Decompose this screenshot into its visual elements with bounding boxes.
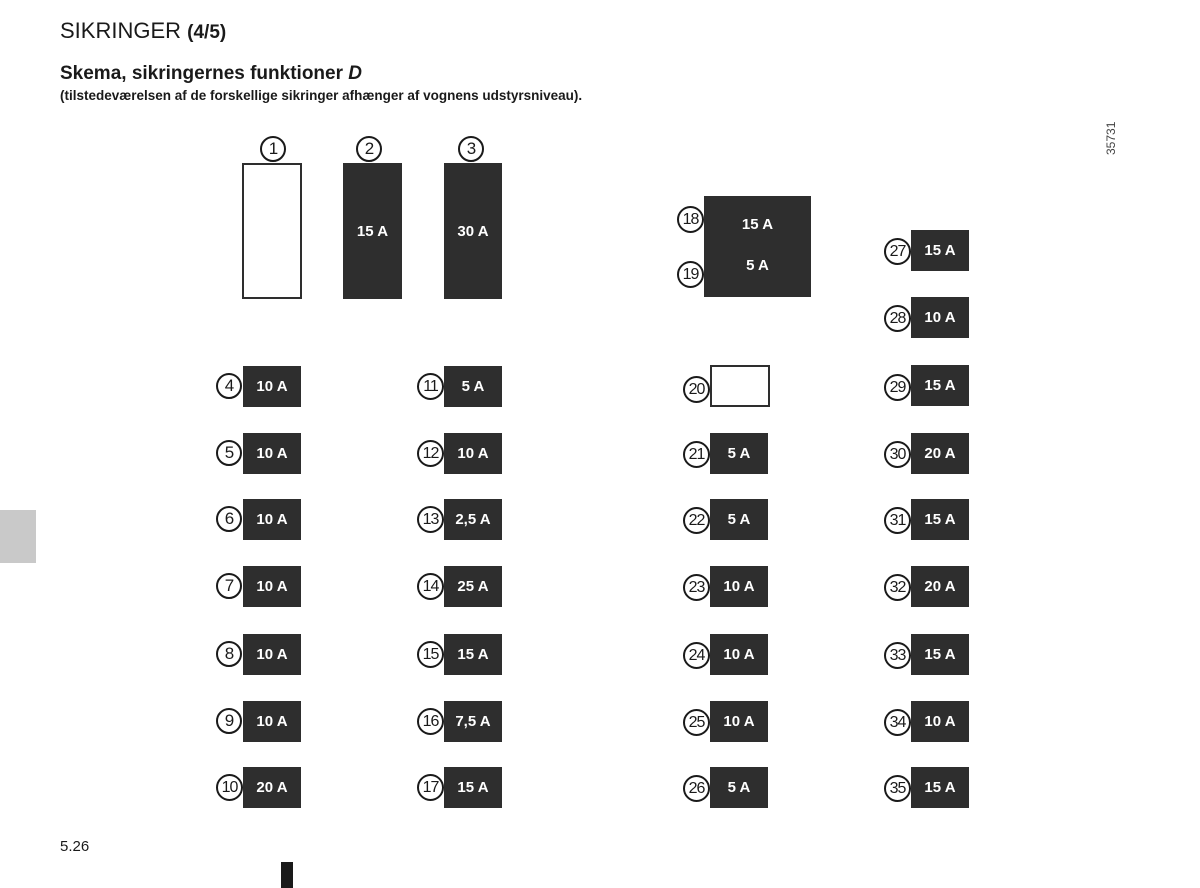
fuse-16: 7,5 A: [444, 701, 502, 742]
chapter-tab: [0, 510, 36, 563]
fuse-31: 15 A: [911, 499, 969, 540]
fuse-3: 30 A: [444, 163, 502, 299]
fuse-15: 15 A: [444, 634, 502, 675]
fuse-4: 10 A: [243, 366, 301, 407]
fuse-number: 19: [677, 261, 704, 288]
fuse-number: 9: [216, 708, 242, 734]
fuse-5: 10 A: [243, 433, 301, 474]
fuse-number: 33: [884, 642, 911, 669]
fuse-number: 5: [216, 440, 242, 466]
fuse-number: 32: [884, 574, 911, 601]
section-heading-text: Skema, sikringernes funktioner: [60, 63, 343, 84]
fuse-number: 2: [356, 136, 382, 162]
fuse-14: 25 A: [444, 566, 502, 607]
fuse-number: 23: [683, 574, 710, 601]
fuse-number: 31: [884, 507, 911, 534]
fuse-number: 28: [884, 305, 911, 332]
fuse-number: 27: [884, 238, 911, 265]
fuse-number: 34: [884, 709, 911, 736]
fuse-number: 35: [884, 775, 911, 802]
fuse-number: 16: [417, 708, 444, 735]
fuse-9: 10 A: [243, 701, 301, 742]
page-title: [60, 18, 226, 44]
fuse-number: 12: [417, 440, 444, 467]
fuse-number: 4: [216, 373, 242, 399]
fuse-2: 15 A: [343, 163, 402, 299]
page-title-text: SIKRINGER: [60, 18, 182, 43]
fuse-26: 5 A: [710, 767, 768, 808]
fuse-12: 10 A: [444, 433, 502, 474]
fuse-number: 29: [884, 374, 911, 401]
page-marker: [281, 862, 293, 888]
equipment-note: (tilstedeværelsen af de forskellige sikringer afhænger af vognens udstyrsniveau).: [60, 88, 583, 103]
fuse-30: 20 A: [911, 433, 969, 474]
reference-code: 35731: [1104, 121, 1118, 155]
fuse-29: 15 A: [911, 365, 969, 406]
fuse-7: 10 A: [243, 566, 301, 607]
fuse-number: 7: [216, 573, 242, 599]
fuse-number: 10: [216, 774, 243, 801]
fuse-35: 15 A: [911, 767, 969, 808]
fuse-number: 24: [683, 642, 710, 669]
fuse-number: 14: [417, 573, 444, 600]
fuse-number: 6: [216, 506, 242, 532]
fuse-28: 10 A: [911, 297, 969, 338]
fuse-number: 21: [683, 441, 710, 468]
fuse-number: 8: [216, 641, 242, 667]
fuse-number: 17: [417, 774, 444, 801]
fuse-10: 20 A: [243, 767, 301, 808]
fuse-18-value: 15 A: [741, 216, 774, 233]
fuse-number: 22: [683, 507, 710, 534]
fuse-33: 15 A: [911, 634, 969, 675]
fuse-25: 10 A: [710, 701, 768, 742]
fuse-number: 18: [677, 206, 704, 233]
fuse-23: 10 A: [710, 566, 768, 607]
section-heading: [60, 63, 362, 85]
fuse-8: 10 A: [243, 634, 301, 675]
fuse-18-19: [704, 196, 811, 297]
fuse-number: 1: [260, 136, 286, 162]
fuse-19-value: 5 A: [746, 257, 769, 274]
fuse-17: 15 A: [444, 767, 502, 808]
fuse-slot-empty: [242, 163, 302, 299]
fuse-slot-empty: [710, 365, 770, 407]
fuse-6: 10 A: [243, 499, 301, 540]
fuse-number: 3: [458, 136, 484, 162]
section-heading-letter: D: [348, 63, 363, 84]
fuse-number: 26: [683, 775, 710, 802]
page-number: 5.26: [60, 838, 90, 855]
fuse-number: 13: [417, 506, 444, 533]
fuse-11: 5 A: [444, 366, 502, 407]
fuse-number: 30: [884, 441, 911, 468]
fuse-27: 15 A: [911, 230, 969, 271]
fuse-number: 11: [417, 373, 444, 400]
fuse-34: 10 A: [911, 701, 969, 742]
page-title-part: (4/5): [187, 22, 227, 43]
fuse-number: 25: [683, 709, 710, 736]
fuse-13: 2,5 A: [444, 499, 502, 540]
fuse-21: 5 A: [710, 433, 768, 474]
fuse-24: 10 A: [710, 634, 768, 675]
fuse-number: 20: [683, 376, 710, 403]
fuse-22: 5 A: [710, 499, 768, 540]
fuse-number: 15: [417, 641, 444, 668]
fuse-32: 20 A: [911, 566, 969, 607]
